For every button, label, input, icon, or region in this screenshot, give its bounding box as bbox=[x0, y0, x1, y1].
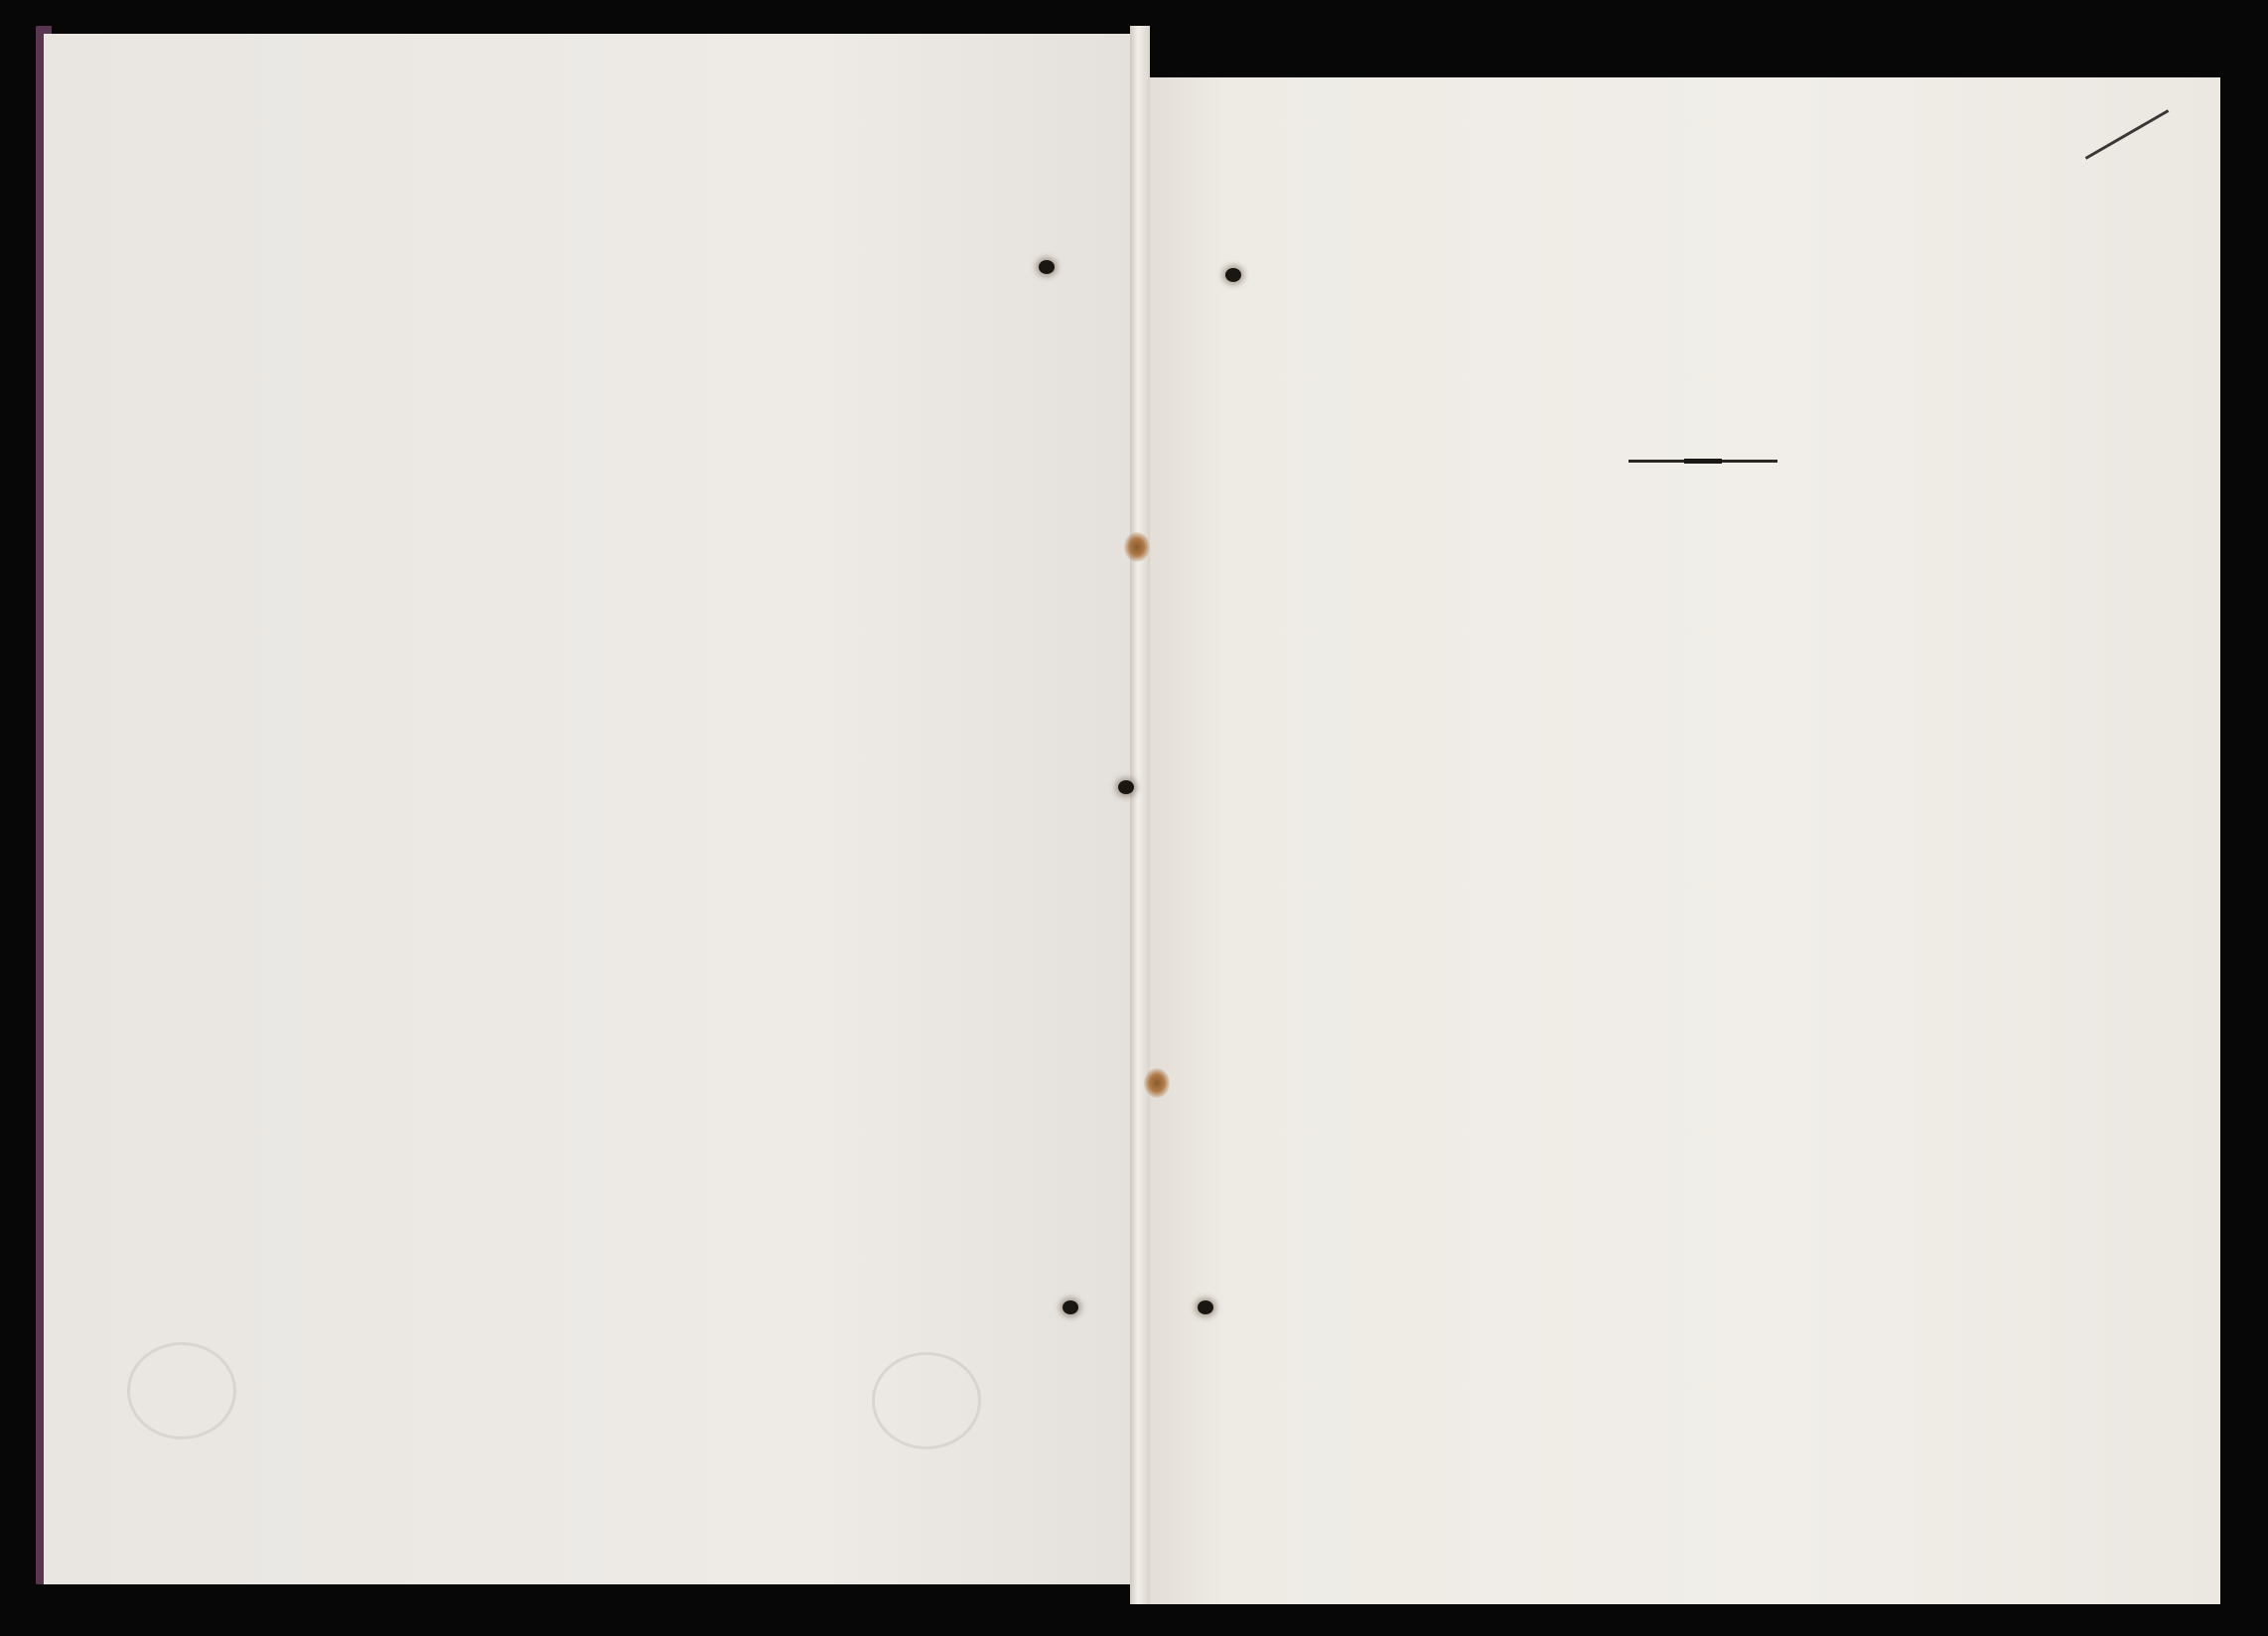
binding-hole bbox=[1063, 1300, 1078, 1314]
left-page bbox=[44, 34, 1142, 1584]
binding-hole bbox=[1039, 260, 1055, 274]
binding-hole bbox=[1198, 1300, 1213, 1314]
right-page bbox=[1142, 77, 2220, 1604]
foxing-stain bbox=[1124, 532, 1150, 562]
binding-hole bbox=[1225, 268, 1241, 282]
binding-hole bbox=[1118, 780, 1134, 794]
stamp-right bbox=[872, 1352, 981, 1449]
handwritten-stroke bbox=[2085, 109, 2170, 160]
foxing-stain bbox=[1144, 1068, 1170, 1098]
book-gutter bbox=[1130, 26, 1150, 1604]
title-divider bbox=[1629, 460, 1777, 463]
stamp-left bbox=[127, 1342, 236, 1439]
